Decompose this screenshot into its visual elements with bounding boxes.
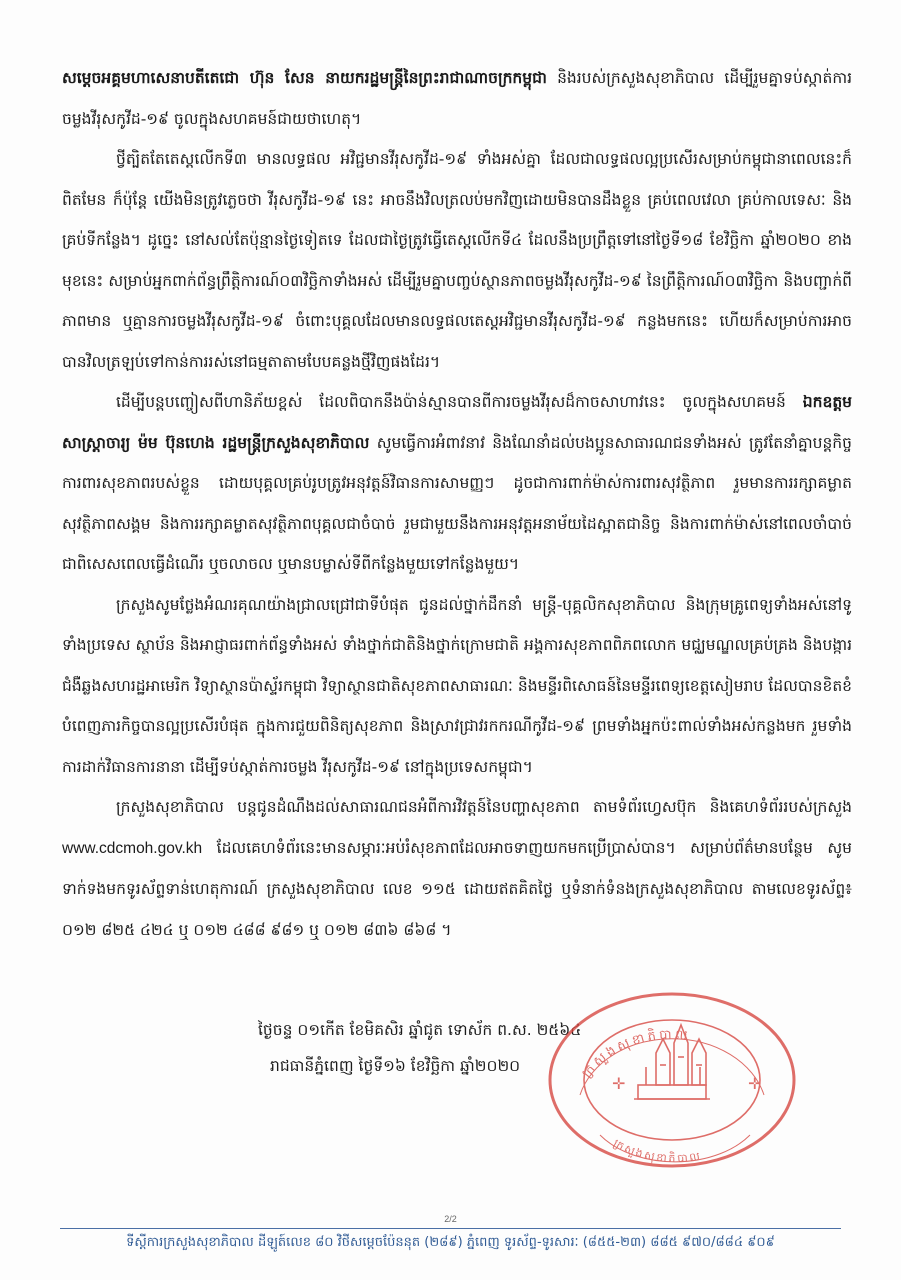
document-body: [62, 58, 852, 950]
paragraph-p3: [62, 382, 852, 585]
ministry-seal: [540, 985, 808, 1170]
paragraph-text: និងរបស់ក្រសួងសុខាភិបាល ដើម្បីរួមគ្នាទប់ស្កាត់ការចម្លងវីរុសកូវីដ-១៩ ចូលក្នុងសហគមន៍ជាយថាហេតុ។: [62, 69, 852, 128]
footer-address: ទីស្តីការក្រសួងសុខាភិបាល ដីឡូត៍លេខ ៨០ វិថីសម្តេចប៉ែននុត (២៨៩) ភ្នំពេញ ទូរស័ព្ទ-ទូរសារៈ (៨៥៥-២៣) ៨៨៥ ៩៧០/៨៨៤ ៩០៩: [126, 1235, 775, 1250]
page-number: 2/2: [444, 1214, 457, 1224]
solar-date: រាជធានីភ្នំពេញ ថ្ងៃទី១៦ ខែវិច្ឆិកា ឆ្នាំ២០២០: [270, 1057, 521, 1075]
footer-divider: [60, 1228, 841, 1229]
paragraph-p4: [62, 585, 852, 788]
seal-left-cross: ✛: [612, 1074, 626, 1093]
seal-ring-text: ក្រសួងសុខាភិបាល: [579, 1027, 691, 1081]
paragraph-text: ដើម្បីបន្តបញ្ចៀសពីហានិភ័យខ្ពស់ ដែលពិបាកនឹងប៉ាន់ស្មានបានពីការចម្លងវីរុសដ៏កាចសាហាវនេះ ចូលក្នុងសហគមន៍: [116, 393, 803, 411]
bold-name-text: សម្តេចអគ្គមហាសេនាបតីតេជោ ហ៊ុន សែន នាយករដ្ឋមន្ត្រីនៃព្រះរាជាណាចក្រកម្ពុជា: [62, 69, 547, 87]
seal-right-cross: ✛: [748, 1074, 762, 1093]
website-link[interactable]: www.cdcmoh.gov.kh: [62, 839, 203, 857]
paragraph-p5: [62, 787, 852, 950]
paragraph-text: ក្រសួងសុខាភិបាល បន្តជូនដំណឹងដល់សាធារណជនអំពីការវិវត្តន៍នៃបញ្ហាសុខភាព តាមទំព័រហ្វេសប៊ុក និងគេហទំព័ររបស់ក្រសួង: [116, 798, 852, 816]
paragraph-text: ក្រសួងសូមថ្លែងអំណរគុណយ៉ាងជ្រាលជ្រៅជាទីបំផុត ជូនដល់ថ្នាក់ដឹកនាំ មន្ត្រី-បុគ្គលិកសុខាភិបាល និងក្រុមគ្រូពេទ្យទាំងអស់នៅទូទាំងប្រទេស ស្ថាប័ន និងអាជ្ញាធរពាក់ព័ន្ធទាំងអស់ ទាំងថ្នាក់ជាតិនិងថ្នាក់ក្រោមជាតិ អង្គការសុខភាពពិភពលោក មជ្ឈមណ្ឌលគ្រប់គ្រង និងបង្ការជំងឺឆ្លងសហរដ្ឋអាមេរិក វិទ្យាស្ថានប៉ាស្ទ័រកម្ពុជា វិទ្យាស្ថានជាតិសុខភាពសាធារណៈ និងមន្ទីរពិសោធន៍នៃមន្ទីរពេទ្យខេត្តសៀមរាប ដែលបានខិតខំបំពេញភារកិច្ចបានល្អប្រសើរបំផុត ក្នុងការជួយពិនិត្យសុខភាព និងស្រាវជ្រាវរកករណីកូវីដ-១៩ ព្រមទាំងអ្នកប៉ះពាល់ទាំងអស់កន្លងមក រួមទាំងការដាក់វិធានការនានា ដើម្បីទប់ស្កាត់ការចម្លង វីរុសកូវីដ-១៩ នៅក្នុងប្រទេសកម្ពុជា។: [62, 595, 852, 776]
seal-ring-text-bottom: ក្រសួងសុខាភិបាល: [611, 1136, 703, 1165]
paragraph-text: សូមធ្វើការអំពាវនាវ និងណែនាំដល់បងប្អូនសាធារណជនទាំងអស់ ត្រូវតែនាំគ្នាបន្តកិច្ចការពារសុខភាពរបស់ខ្លួន ដោយបុគ្គលគ្រប់រូបត្រូវអនុវត្តន៍វិធានការសាមញ្ញៗ ដូចជាការពាក់ម៉ាស់ការពារសុវត្ថិភាព រួមមានការរក្សាគម្លាតសុវត្ថិភាពសង្គម និងការរក្សាគម្លាតសុវត្ថិភាពបុគ្គលជាចំបាច់ រួមជាមួយនឹងការអនុវត្តអនាម័យដៃស្អាតជានិច្ច និងការពាក់ម៉ាស់នៅពេលចាំបាច់ ជាពិសេសពេលធ្វើដំណើរ ឬចលាចល ឬមានបម្លាស់ទីពីកន្លែងមួយទៅកន្លែងមួយ។: [62, 433, 852, 573]
paragraph-text: ថ្វីត្បិតតែតេស្តលើកទី៣ មានលទ្ធផល អវិជ្ជមានវីរុសកូវីដ-១៩ ទាំងអស់គ្នា ដែលជាលទ្ធផលល្អប្រសើរសម្រាប់កម្ពុជានាពេលនេះក៏ពិតមែន ក៏ប៉ុន្តែ យើងមិនត្រូវភ្លេចថា វីរុសកូវីដ-១៩ នេះ អាចនឹងវិលត្រលប់មកវិញដោយមិនបានដឹងខ្លួន គ្រប់ពេលវេលា គ្រប់កាលទេសៈ និងគ្រប់ទីកន្លែង។ ដូច្នេះ នៅសល់តែប៉ុន្មានថ្ងៃទៀតទេ ដែលជាថ្ងៃត្រូវធ្វើតេស្តលើកទី៤ ដែលនឹងប្រព្រឹត្តទៅនៅថ្ងៃទី១៨ ខែវិច្ឆិកា ឆ្នាំ២០២០ ខាងមុខនេះ សម្រាប់អ្នកពាក់ព័ន្ធព្រឹត្តិការណ៍០៣វិច្ឆិកាទាំងអស់ ដើម្បីរួមគ្នាបញ្ចប់ស្ថានភាពចម្លងវីរុសកូវីដ-១៩ នៃព្រឹត្តិការណ៍០៣វិច្ឆិកា និងបញ្ជាក់ពីភាពមាន ឬគ្មានការចម្លងវីរុសកូវីដ-១៩ ចំពោះបុគ្គលដែលមានលទ្ធផលតេស្តអវិជ្ជមានវីរុសកូវីដ-១៩ កន្លងមកនេះ ហើយក៏សម្រាប់ការអាចបានវិលត្រឡប់ទៅកាន់ការរស់នៅធម្មតាតាមបែបគន្លងថ្មីវិញផងដែរ។: [62, 150, 852, 371]
lunar-date: ថ្ងៃចន្ទ ០១កើត ខែមិគសិរ ឆ្នាំជូត ទោស័ក ព.ស. ២៥៦៤: [258, 1021, 582, 1039]
paragraph-p1: [62, 58, 852, 139]
paragraph-p2: [62, 139, 852, 382]
bold-name-text: ឯកឧត្តមសាស្ត្រាចារ្យ ម៉ម ប៊ុនហេង រដ្ឋមន្ត្រីក្រសួងសុខាភិបាល: [62, 393, 852, 452]
paragraph-text: ដែលគេហទំព័រនេះមានសម្ភារៈអប់រំសុខភាពដែលអាចទាញយកមកប្រើប្រាស់បាន។ សម្រាប់ព័ត៌មានបន្ថែម សូមទាក់ទងមកទូរស័ព្ទទាន់ហេតុការណ៍ ក្រសួងសុខាភិបាល លេខ ១១៥ ដោយឥតគិតថ្លៃ ឬទំនាក់ទំនងក្រសួងសុខាភិបាល តាមលេខទូរស័ព្ទ៖ ០១២ ៨២៥ ៤២៤ ឬ ០១២ ៤៨៨ ៩៨១ ឬ ០១២ ៨៣៦ ៨៦៨ ។: [62, 838, 852, 939]
